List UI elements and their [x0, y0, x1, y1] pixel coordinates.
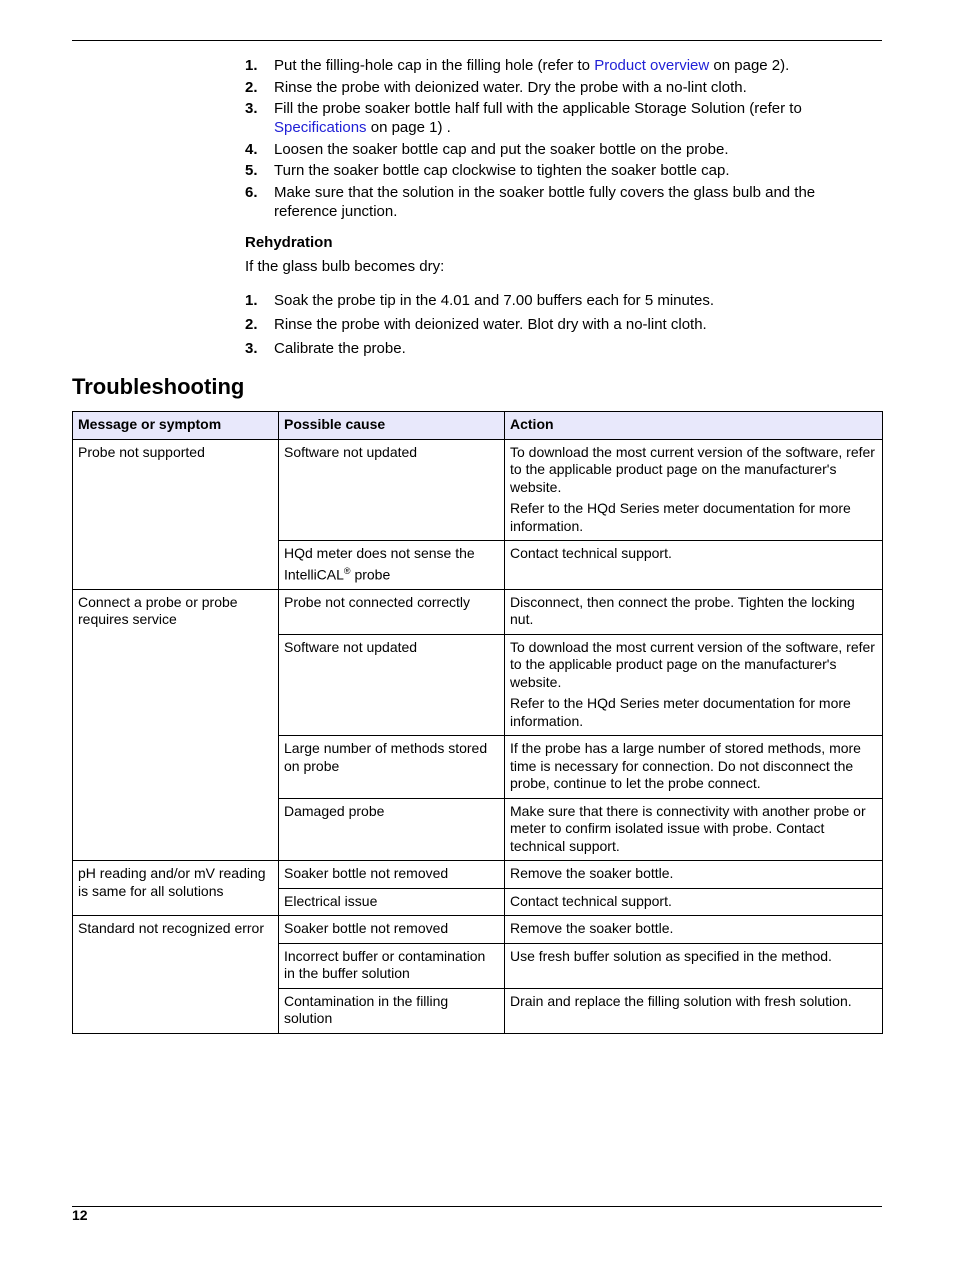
- header-rule: [72, 40, 882, 41]
- cause-cell: Large number of methods stored on probe: [279, 736, 505, 799]
- action-cell: Contact technical support.: [505, 541, 883, 590]
- action-cell: If the probe has a large number of stored methods, more time is necessary for connection. Do not disconnect the probe, continue to let the probe connect.: [505, 736, 883, 799]
- symptom-cell: pH reading and/or mV reading is same for all solutions: [73, 861, 279, 916]
- table-row: [73, 861, 883, 889]
- step-number: 3.: [245, 340, 258, 357]
- page-number: 12: [72, 1207, 88, 1223]
- registered-mark: ®: [343, 565, 351, 576]
- column-header-symptom: Message or symptom: [73, 412, 279, 440]
- step-number: 2.: [245, 78, 258, 96]
- action-cell: Drain and replace the filling solution with fresh solution.: [505, 988, 883, 1033]
- cause-cell: Software not updated: [279, 439, 505, 541]
- storage-steps-list: [245, 56, 860, 223]
- table-row: [73, 439, 883, 541]
- rehydration-intro: If the glass bulb becomes dry:: [245, 258, 445, 275]
- step-number: 1.: [245, 292, 258, 309]
- cause-cell: Damaged probe: [279, 798, 505, 861]
- symptom-cell: Connect a probe or probe requires service: [73, 589, 279, 861]
- step-number: 6.: [245, 183, 258, 201]
- action-cell: Make sure that there is connectivity with another probe or meter to confirm isolated issue with probe. Contact technical support.: [505, 798, 883, 861]
- list-item: 4. Loosen the soaker bottle cap and put the soaker bottle on the probe.: [245, 140, 729, 158]
- cause-cell: Contamination in the filling solution: [279, 988, 505, 1033]
- action-cell: Use fresh buffer solution as specified in the method.: [505, 943, 883, 988]
- step-number: 5.: [245, 162, 258, 179]
- step-number: 4.: [245, 140, 258, 158]
- step-number: 1.: [245, 57, 258, 74]
- table-row: [73, 916, 883, 944]
- list-item: 1. Put the filling-hole cap in the filling hole (refer to Product overview on page 2).: [245, 57, 790, 74]
- cause-cell: Soaker bottle not removed: [279, 861, 505, 889]
- cause-cell: Probe not connected correctly: [279, 589, 505, 634]
- symptom-cell: Probe not supported: [73, 439, 279, 589]
- troubleshooting-table: [72, 411, 883, 1034]
- step-number: 3.: [245, 100, 258, 117]
- action-cell: Remove the soaker bottle.: [505, 861, 883, 889]
- step-number: 2.: [245, 316, 258, 333]
- troubleshooting-title: Troubleshooting: [72, 374, 245, 399]
- action-cell: To download the most current version of the software, refer to the applicable product page on the manufacturer's website. Refer to the HQd Series meter documentation for more information.: [505, 634, 883, 736]
- list-item: 2. Rinse the probe with deionized water. Blot dry with a no-lint cloth.: [245, 316, 707, 333]
- list-item: 3. Fill the probe soaker bottle half full with the applicable Storage Solution (refer to Specifications on page 1) .: [245, 100, 802, 136]
- column-header-action: Action: [505, 412, 883, 440]
- table-row: [73, 589, 883, 634]
- cause-cell: Soaker bottle not removed: [279, 916, 505, 944]
- column-header-cause: Possible cause: [279, 412, 505, 440]
- cause-cell: Incorrect buffer or contamination in the buffer solution: [279, 943, 505, 988]
- footer-rule: [72, 1206, 882, 1207]
- action-cell: Remove the soaker bottle.: [505, 916, 883, 944]
- action-cell: Disconnect, then connect the probe. Tighten the locking nut.: [505, 589, 883, 634]
- list-item: 1. Soak the probe tip in the 4.01 and 7.00 buffers each for 5 minutes.: [245, 292, 715, 309]
- symptom-cell: Standard not recognized error: [73, 916, 279, 1034]
- table-header-row: [73, 412, 883, 440]
- rehydration-steps-list: [245, 291, 860, 363]
- specifications-link[interactable]: Specifications: [274, 119, 367, 136]
- cause-cell: Software not updated: [279, 634, 505, 736]
- cause-cell: Electrical issue: [279, 888, 505, 916]
- action-cell: To download the most current version of the software, refer to the applicable product page on the manufacturer's website. Refer to the HQd Series meter documentation for more information.: [505, 439, 883, 541]
- list-item: 3. Calibrate the probe.: [245, 340, 406, 357]
- list-item: 6. Make sure that the solution in the soaker bottle fully covers the glass bulb and the reference junction.: [245, 183, 816, 220]
- action-cell: Contact technical support.: [505, 888, 883, 916]
- list-item: 2. Rinse the probe with deionized water. Dry the probe with a no-lint cloth.: [245, 78, 747, 96]
- cause-cell: HQd meter does not sense the IntelliCAL® probe: [279, 541, 505, 590]
- product-overview-link[interactable]: Product overview: [594, 57, 710, 74]
- rehydration-heading: Rehydration: [245, 234, 333, 251]
- list-item: 5. Turn the soaker bottle cap clockwise to tighten the soaker bottle cap.: [245, 162, 730, 179]
